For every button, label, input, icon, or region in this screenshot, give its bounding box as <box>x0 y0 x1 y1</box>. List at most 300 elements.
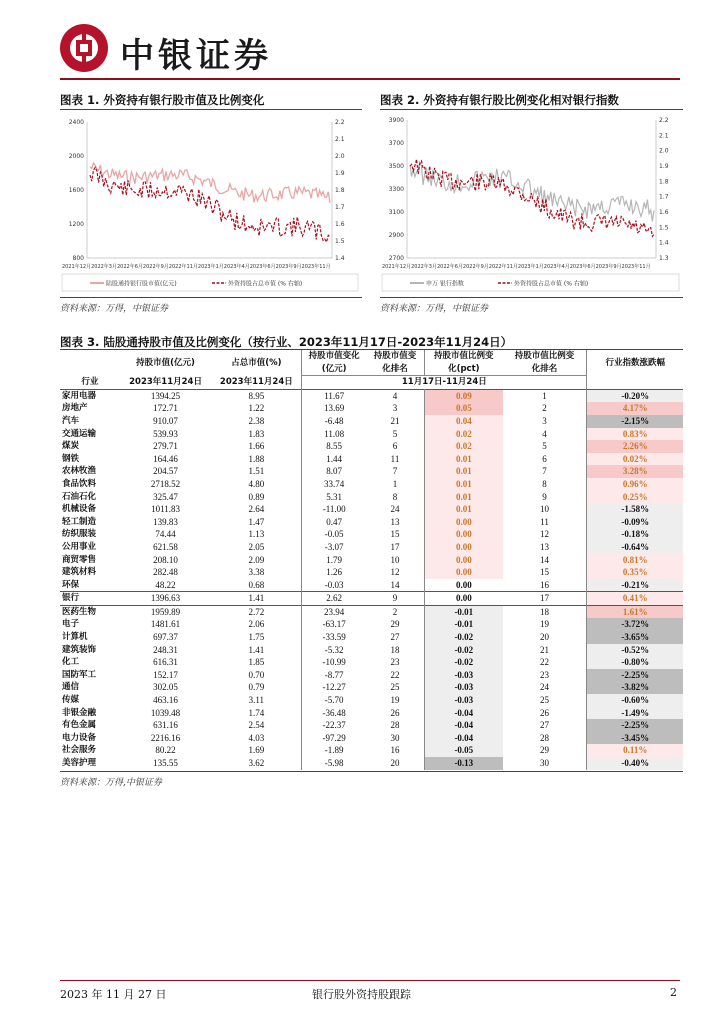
index-chg-cell: -2.15% <box>587 415 683 428</box>
subheader-date-1: 2023年11月24日 <box>129 376 202 387</box>
pct-cell: 0.68 <box>211 579 301 592</box>
ratio-rank-cell: 13 <box>503 541 587 554</box>
table-row <box>60 631 683 644</box>
axis-tick-label: 1.8 <box>659 178 669 186</box>
axis-tick-label: 3300 <box>388 186 404 193</box>
chg-cell: -5.70 <box>324 695 344 706</box>
index-chg-cell: 0.41% <box>587 592 683 606</box>
chg-cell: -22.37 <box>322 720 346 731</box>
pct-cell: 3.62 <box>211 757 301 770</box>
pct-cell: 1.75 <box>211 631 301 644</box>
ratio-rank-cell: 20 <box>503 631 587 644</box>
mv-cell: 631.16 <box>153 720 178 731</box>
index-chg-cell: 3.28% <box>587 465 683 478</box>
rank-cell: 19 <box>366 694 424 707</box>
figure-2-legend-2: 外资持股占总市值 (% 右轴) <box>514 280 589 288</box>
index-chg-cell: -0.80% <box>587 656 683 669</box>
footer-divider <box>60 980 680 981</box>
table-row <box>60 605 683 618</box>
header-mv: 持股市值(亿元) <box>136 357 195 368</box>
ratio-cell: 0.04 <box>424 415 502 428</box>
axis-tick-label: 1200 <box>68 221 84 228</box>
chg-cell: 1.79 <box>326 554 343 565</box>
industry-cell: 通信 <box>62 682 80 693</box>
mv-cell: 1481.61 <box>150 619 181 630</box>
chg-cell: 8.07 <box>326 466 343 477</box>
axis-tick-label: 1600 <box>68 187 84 194</box>
rank-cell: 23 <box>366 656 424 669</box>
chg-cell: -97.29 <box>322 732 346 743</box>
rank-cell: 7 <box>366 465 424 478</box>
pct-cell: 2.38 <box>211 415 301 428</box>
chg-cell: -10.99 <box>322 657 346 668</box>
chg-cell: -11.00 <box>322 504 346 515</box>
index-chg-cell: -3.72% <box>587 618 683 631</box>
pct-cell: 1.41 <box>211 644 301 657</box>
mv-cell: 325.47 <box>153 491 178 502</box>
ratio-rank-cell: 30 <box>503 757 587 770</box>
index-chg-cell: -3.82% <box>587 681 683 694</box>
mv-cell: 539.93 <box>153 428 178 439</box>
table-row <box>60 554 683 567</box>
axis-tick-label: 1.4 <box>659 239 669 247</box>
table-row <box>60 465 683 478</box>
ratio-cell: 0.00 <box>455 593 472 604</box>
ratio-cell: -0.02 <box>424 644 502 657</box>
index-chg-cell: 1.61% <box>587 605 683 618</box>
mv-cell: 172.71 <box>153 403 178 414</box>
pct-cell: 0.70 <box>211 669 301 682</box>
figure-1-legend-2: 外资持股占总市值 (% 右轴) <box>228 280 303 288</box>
pct-cell: 0.89 <box>211 491 301 504</box>
pct-cell: 0.79 <box>211 681 301 694</box>
ratio-cell: -0.04 <box>424 732 502 745</box>
table-row <box>60 428 683 441</box>
mv-cell: 2718.52 <box>150 478 181 489</box>
table-row <box>60 389 683 402</box>
mv-cell: 463.16 <box>153 695 178 706</box>
rank-cell: 5 <box>366 428 424 441</box>
pct-cell: 8.95 <box>211 389 301 402</box>
industry-cell: 汽车 <box>62 415 80 426</box>
industry-cell: 环保 <box>62 579 80 590</box>
mv-cell: 616.31 <box>153 657 178 668</box>
pct-cell: 4.80 <box>211 478 301 491</box>
rank-cell: 4 <box>366 389 424 402</box>
axis-tick-label: 3900 <box>388 117 404 124</box>
figure-3-bottom-rule <box>60 771 683 772</box>
header-chg: 持股市值变化 <box>308 351 360 361</box>
ratio-rank-cell: 15 <box>503 566 587 579</box>
ratio-cell: 0.01 <box>424 465 502 478</box>
header-rrank-2: 化排名 <box>531 363 558 374</box>
table-row <box>60 579 683 592</box>
ratio-rank-cell: 23 <box>503 669 587 682</box>
pct-cell: 4.03 <box>211 732 301 745</box>
rank-cell: 24 <box>366 503 424 516</box>
rank-cell: 2 <box>366 605 424 618</box>
ratio-rank-cell: 10 <box>503 503 587 516</box>
mv-cell: 697.37 <box>153 632 178 643</box>
industry-cell: 公用事业 <box>62 541 97 552</box>
index-chg-cell: -0.21% <box>587 579 683 592</box>
header-idx: 行业指数涨跌幅 <box>605 357 665 368</box>
rank-cell: 25 <box>366 681 424 694</box>
industry-cell: 医药生物 <box>62 606 97 617</box>
ratio-rank-cell: 16 <box>503 579 587 592</box>
chg-cell: -36.48 <box>322 707 346 718</box>
index-chg-cell: 4.17% <box>587 402 683 415</box>
ratio-cell: -0.01 <box>424 605 502 618</box>
page-header <box>0 0 724 90</box>
figure-1-chart <box>60 112 362 296</box>
ratio-cell: -0.13 <box>424 757 502 770</box>
pct-cell: 2.72 <box>211 605 301 618</box>
table-row <box>60 669 683 682</box>
industry-cell: 纺织服装 <box>62 529 97 540</box>
ratio-cell: 0.00 <box>455 579 472 590</box>
pct-cell: 1.74 <box>211 707 301 720</box>
index-chg-cell: -3.65% <box>587 631 683 644</box>
industry-cell: 石油石化 <box>62 491 97 502</box>
industry-cell: 食品饮料 <box>62 478 97 489</box>
index-chg-cell: -1.49% <box>587 707 683 720</box>
industry-cell: 美容护理 <box>62 758 97 768</box>
chg-cell: 2.62 <box>326 593 343 604</box>
pct-cell: 1.13 <box>211 528 301 541</box>
rank-cell: 18 <box>366 644 424 657</box>
table-row <box>60 478 683 491</box>
pct-cell: 2.05 <box>211 541 301 554</box>
industry-cell: 商贸零售 <box>62 554 97 565</box>
chg-cell: -63.17 <box>322 619 346 630</box>
mv-cell: 1959.89 <box>150 606 181 617</box>
ratio-cell: 0.00 <box>424 541 502 554</box>
chg-cell: 23.94 <box>324 606 345 617</box>
axis-tick-label: 2.0 <box>659 147 669 155</box>
pct-cell: 3.11 <box>211 694 301 707</box>
header-divider <box>60 78 680 80</box>
ratio-rank-cell: 12 <box>503 528 587 541</box>
ratio-cell: -0.02 <box>424 631 502 644</box>
mv-series-line <box>90 163 330 203</box>
figure-3-source: 资料来源：万得,中银证券 <box>60 778 162 788</box>
bank-logo-icon <box>60 24 108 72</box>
figure-1-x-axis: 2021年12月2022年3月2022年6月2022年9月2022年11月2023年1月2023年4月2023年6月2023年9月2023年11月 <box>62 264 331 270</box>
figure-1-top-rule <box>60 109 362 110</box>
pct-cell: 1.83 <box>211 428 301 441</box>
figure-1-source: 资料来源：万得，中银证券 <box>60 304 169 314</box>
ratio-rank-cell: 8 <box>503 478 587 491</box>
chg-cell: 11.08 <box>324 428 345 439</box>
pct-cell: 2.06 <box>211 618 301 631</box>
axis-tick-label: 1.8 <box>335 187 345 194</box>
chg-cell: -5.98 <box>324 758 344 768</box>
ratio-cell: -0.04 <box>424 707 502 720</box>
industry-cell: 煤炭 <box>62 441 80 452</box>
ratio-cell: -0.03 <box>424 669 502 682</box>
table-row <box>60 681 683 694</box>
rank-cell: 11 <box>366 453 424 466</box>
chg-cell: 1.44 <box>326 453 343 464</box>
mv-cell: 1396.63 <box>150 593 181 604</box>
industry-cell: 轻工制造 <box>62 516 97 527</box>
ratio-cell: -0.02 <box>424 656 502 669</box>
rank-cell: 28 <box>366 719 424 732</box>
rank-cell: 17 <box>366 541 424 554</box>
index-chg-cell: -2.25% <box>587 719 683 732</box>
ratio-cell: 0.01 <box>424 453 502 466</box>
bank-index-line <box>410 162 654 221</box>
ratio-cell: 0.02 <box>424 440 502 453</box>
chg-cell: 5.31 <box>326 491 343 502</box>
table-header-row <box>60 350 683 376</box>
mv-cell: 248.31 <box>153 644 178 655</box>
mv-cell: 139.83 <box>153 516 178 527</box>
figure-2-x-axis: 2021年12月2022年3月2022年6月2022年9月2022年11月2023年1月2023年4月2023年6月2023年9月2023年11月 <box>382 264 651 270</box>
header-rank-2: 化排名 <box>382 363 408 374</box>
brand-name: 中银证券 <box>120 36 272 76</box>
axis-tick-label: 3500 <box>388 163 404 170</box>
chg-cell: 13.69 <box>324 403 345 414</box>
mv-cell: 164.46 <box>153 453 178 464</box>
pct-cell: 1.88 <box>211 453 301 466</box>
ratio-rank-cell: 9 <box>503 491 587 504</box>
pct-cell: 2.54 <box>211 719 301 732</box>
mv-cell: 208.10 <box>153 554 178 565</box>
figure-1-legend-1: 陆股通持银行股市值(亿元) <box>106 280 177 288</box>
subheader-date-2: 2023年11月24日 <box>211 376 301 390</box>
industry-cell: 机械设备 <box>62 504 97 515</box>
rank-cell: 6 <box>366 440 424 453</box>
header-chg-unit: (亿元) <box>321 363 347 374</box>
rank-cell: 14 <box>366 579 424 592</box>
axis-tick-label: 2.1 <box>335 136 345 143</box>
mv-cell: 1011.83 <box>151 504 181 515</box>
chg-cell: -8.77 <box>324 669 344 680</box>
chg-cell: -12.27 <box>322 682 346 693</box>
table-subheader-row <box>60 376 683 390</box>
rank-cell: 15 <box>366 528 424 541</box>
table-row <box>60 744 683 757</box>
chg-cell: -33.59 <box>322 632 346 643</box>
industry-cell: 有色金属 <box>62 720 97 731</box>
figure-1-bottom-rule <box>60 297 362 298</box>
pct-cell: 1.69 <box>211 744 301 757</box>
axis-tick-label: 2700 <box>388 255 404 262</box>
ratio-cell: -0.04 <box>424 719 502 732</box>
chg-cell: -5.32 <box>324 644 344 655</box>
table-row <box>60 732 683 745</box>
figure-2-title: 图表 2. 外资持有银行股比例变化相对银行指数 <box>380 93 619 107</box>
pct-cell: 2.09 <box>211 554 301 567</box>
axis-tick-label: 800 <box>72 255 84 262</box>
index-chg-cell: 0.83% <box>587 428 683 441</box>
chg-cell: -6.48 <box>324 415 344 426</box>
pct-cell: 1.66 <box>211 440 301 453</box>
axis-tick-label: 2400 <box>68 119 84 126</box>
footer-title: 银行股外资持股跟踪 <box>312 988 411 1001</box>
axis-tick-label: 2000 <box>68 153 84 160</box>
index-chg-cell: -1.58% <box>587 503 683 516</box>
industry-cell: 房地产 <box>62 403 88 414</box>
index-chg-cell: 2.26% <box>587 440 683 453</box>
industry-cell: 建筑材料 <box>62 567 97 578</box>
ratio-rank-cell: 19 <box>503 618 587 631</box>
figure-1-title: 图表 1. 外资持有银行股市值及比例变化 <box>60 93 265 107</box>
rank-cell: 3 <box>366 402 424 415</box>
axis-tick-label: 1.5 <box>335 238 345 245</box>
chg-cell: -0.05 <box>324 529 344 540</box>
figure-2-top-rule <box>380 109 683 110</box>
figure-2-source: 资料来源：万得，中银证券 <box>380 304 489 314</box>
ratio-rank-cell: 29 <box>503 744 587 757</box>
mv-cell: 48.22 <box>155 579 176 590</box>
index-chg-cell: 0.96% <box>587 478 683 491</box>
industry-cell: 家用电器 <box>62 390 97 401</box>
mv-cell: 2216.16 <box>150 732 181 743</box>
header-rrank: 持股市值比例变 <box>514 351 575 361</box>
axis-tick-label: 2.1 <box>659 132 669 140</box>
pct-series-line <box>90 167 330 242</box>
ratio-rank-cell: 2 <box>503 402 587 415</box>
table-row <box>60 415 683 428</box>
axis-tick-label: 2900 <box>388 232 404 239</box>
mv-cell: 621.58 <box>153 541 178 552</box>
mv-cell: 302.05 <box>153 682 178 693</box>
subheader-period: 11月17日-11月24日 <box>302 376 587 390</box>
industry-cell: 社会服务 <box>62 745 97 756</box>
ratio-rank-cell: 27 <box>503 719 587 732</box>
rank-cell: 22 <box>366 669 424 682</box>
table-row <box>60 618 683 631</box>
ratio-rank-cell: 18 <box>503 605 587 618</box>
ratio-rank-cell: 1 <box>503 389 587 402</box>
figure-2-bottom-rule <box>380 297 683 298</box>
chg-cell: 11.67 <box>324 390 345 401</box>
ratio-rank-cell: 5 <box>503 440 587 453</box>
ratio-rank-cell: 25 <box>503 694 587 707</box>
industry-cell: 建筑装饰 <box>62 644 97 655</box>
ratio-cell: 0.05 <box>424 402 502 415</box>
mv-cell: 910.07 <box>153 415 178 426</box>
table-row <box>60 453 683 466</box>
chg-cell: -0.03 <box>324 579 344 590</box>
axis-tick-label: 1.6 <box>659 209 669 216</box>
rank-cell: 21 <box>366 415 424 428</box>
table-row <box>60 656 683 669</box>
axis-tick-label: 1.3 <box>659 255 669 262</box>
mv-cell: 152.17 <box>153 669 178 680</box>
industry-cell: 农林牧渔 <box>62 466 97 477</box>
mv-cell: 204.57 <box>153 466 178 477</box>
ratio-rank-cell: 24 <box>503 681 587 694</box>
header-ratio-2: 化(pct) <box>448 363 480 374</box>
chg-cell: 0.47 <box>326 516 343 527</box>
rank-cell: 9 <box>366 592 424 606</box>
industry-cell: 电子 <box>62 619 80 630</box>
industry-cell: 交通运输 <box>62 428 97 439</box>
ratio-rank-cell: 22 <box>503 656 587 669</box>
table-row <box>60 719 683 732</box>
ratio-cell: 0.01 <box>424 491 502 504</box>
ratio-rank-cell: 11 <box>503 516 587 529</box>
index-chg-cell: -0.18% <box>587 528 683 541</box>
table-row <box>60 491 683 504</box>
pct-cell: 1.47 <box>211 516 301 529</box>
axis-tick-label: 1.7 <box>659 193 669 201</box>
subheader-industry: 行业 <box>81 376 99 387</box>
mv-cell: 279.71 <box>153 441 178 452</box>
table-row <box>60 440 683 453</box>
mv-cell: 1394.25 <box>150 390 181 401</box>
rank-cell: 13 <box>366 516 424 529</box>
ratio-rank-cell: 7 <box>503 465 587 478</box>
mv-cell: 74.44 <box>155 529 176 540</box>
chg-cell: -3.07 <box>324 541 344 552</box>
axis-tick-label: 1.7 <box>335 204 345 211</box>
figure-3-title: 图表 3. 陆股通持股市值及比例变化（按行业、2023年11月17日-2023年11月24日） <box>60 335 513 349</box>
ratio-cell: 0.00 <box>424 566 502 579</box>
pct-cell: 1.51 <box>211 465 301 478</box>
table-row <box>60 402 683 415</box>
mv-cell: 282.48 <box>153 567 178 578</box>
index-chg-cell: 0.81% <box>587 554 683 567</box>
page-number: 2 <box>670 986 677 999</box>
figure-2-legend-1: 申万 银行指数 <box>426 280 464 288</box>
index-chg-cell: 0.02% <box>587 453 683 466</box>
axis-tick-label: 3100 <box>388 209 404 216</box>
ratio-cell: 0.02 <box>424 428 502 441</box>
ratio-cell: -0.01 <box>424 618 502 631</box>
axis-tick-label: 2.2 <box>335 119 345 126</box>
industry-cell: 化工 <box>62 657 80 668</box>
axis-tick-label: 1.5 <box>659 224 669 232</box>
index-chg-cell: -0.60% <box>587 694 683 707</box>
axis-tick-label: 1.6 <box>335 221 345 228</box>
axis-tick-label: 1.9 <box>659 163 669 170</box>
ratio-rank-cell: 26 <box>503 707 587 720</box>
industry-cell: 非银金融 <box>62 707 97 718</box>
ratio-cell: -0.05 <box>424 744 502 757</box>
industry-cell: 钢铁 <box>62 453 80 464</box>
rank-cell: 16 <box>366 744 424 757</box>
ratio-rank-cell: 28 <box>503 732 587 745</box>
ratio-cell: 0.09 <box>424 389 502 402</box>
rank-cell: 26 <box>366 707 424 720</box>
rank-cell: 30 <box>366 732 424 745</box>
index-chg-cell: -0.52% <box>587 644 683 657</box>
table-row <box>60 694 683 707</box>
ratio-cell: -0.03 <box>424 694 502 707</box>
rank-cell: 29 <box>366 618 424 631</box>
ratio-cell: 0.00 <box>424 528 502 541</box>
table-row <box>60 541 683 554</box>
header-ratio: 持股市值比例变 <box>434 351 494 361</box>
rank-cell: 12 <box>366 566 424 579</box>
table-row <box>60 566 683 579</box>
pct-cell: 1.41 <box>211 592 301 606</box>
chg-cell: 33.74 <box>324 478 345 489</box>
axis-tick-label: 1.9 <box>335 170 345 177</box>
mv-cell: 1039.48 <box>150 707 181 718</box>
axis-tick-label: 2.0 <box>335 153 345 160</box>
industry-cell: 电力设备 <box>62 732 97 743</box>
chg-cell: -1.89 <box>324 745 344 756</box>
table-row <box>60 528 683 541</box>
index-chg-cell: 0.35% <box>587 566 683 579</box>
axis-tick-label: 1.4 <box>335 255 345 262</box>
